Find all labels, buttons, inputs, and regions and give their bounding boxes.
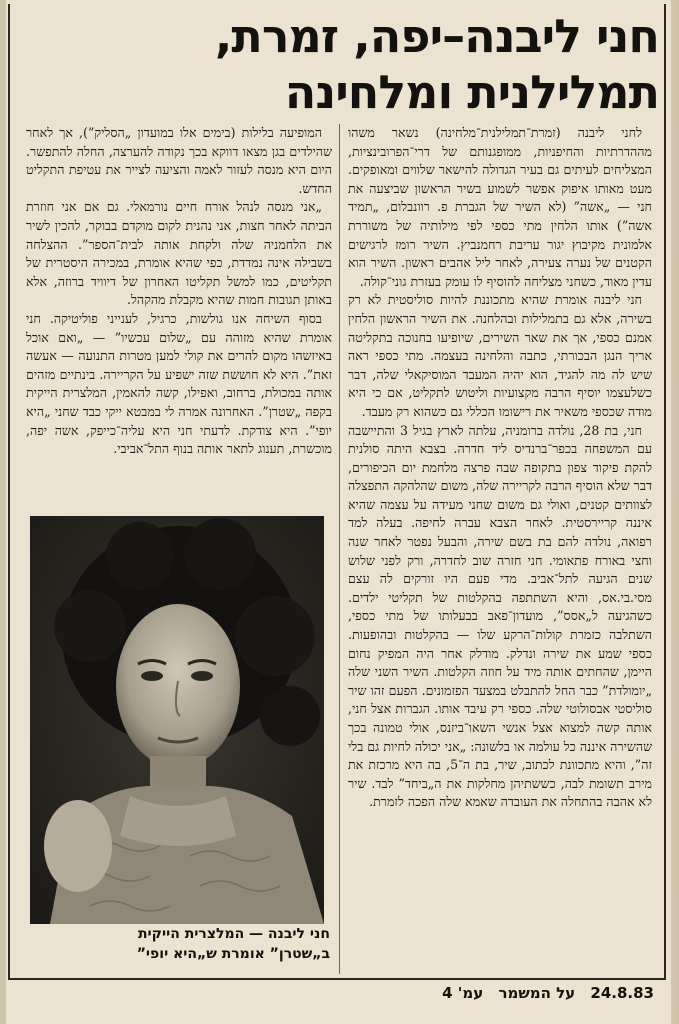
article-column-left	[26, 124, 332, 504]
article-headline	[99, 8, 659, 120]
page-footer	[414, 984, 654, 1002]
clipping-left-border	[8, 4, 10, 979]
paragraph: חני, בת 28, נולדה ברומניה, עלתה לארץ בגיל 3 והתיישבה עם המשפחה בכפר־ברנדיס ליד חדרה. בצבא היתה סולנית להקת פיקוד צפון בתקופה שבה פרצה מלחמת יום הכיפורים, דבר שלא הוסיף הרבה לקריירה שלה, משום שהלהקה התפצלה לצוותים קטנים, ואולי גם משום שחני מעידה על עצמה שהיא איננה קריירסטית. לאחר הצבא עברה לחיפה. בעלה למד רפואה, נולדה להם בת בשם שירה, והבעל נפטר לאחר שנה וחצי באורח פתאומי. חני חזרה שוב לחדרה, ורק לפני שלוש שנים הגיעה לתל־אביב. מדי פעם היו זורקים לה עצם מסי.בי.אס, והיא השתתפה בהקלטות של תקליטי ילדים. כשהגיעה ל„אסס”, מועדון־פאב בבעלותו של מתי כספי, השתלבה כזמרת קולות־הרקע שלו — בהקלטות ובהופעות. כספי שמע את שירה ונדלק. מודלק אחר היה המפיק נחום היימן, שהחתים אותה מיד על חוזה הקלטות. השיר השני שלה „יומולדת” כבר החל להתבלט במצעד הפזמונים. הפעם זהו שיר סוליסטי אבסולוטי שלה. כספי רק עיבד אותו. הגברות אצל חני, אותה קשה למצוא אצל אנשי השאו־ביזנס, אולי טמונה בכך שהשירה איננה כל עולמה או בלשונה: „אני יכולה לחיות גם בלי זה”, והיא מתכוונת לכתוב, שיר, בת ה־5, בה היא מרכזת את מירב תשומת לבה, כששתיהן מחלקות את ה„ביחד” לבד. שיר לא אהבה בהתחלה את העובדה שאמא שלה הפכה לזמרת.	[348, 422, 652, 810]
article-column-right	[348, 124, 652, 974]
footer-newspaper: על המשמר	[498, 984, 576, 1002]
headline-line-2: תמלילנית ומלחינה	[284, 65, 659, 119]
caption-line-2: ב„שטרן” אומרת ש„היא יופי”	[136, 946, 330, 962]
paragraph: המופיעה בלילות (בימים אלו במועדון „הסליק”), אך לאחר שהילדים בגן מצאו דווקא בכך נקודה להערצה, החלה להתפשר. היום היא מנסה לעזור לאמה והציעה לצייר את עטיפת התקליט החדש.	[26, 125, 332, 196]
paragraph: „אני מנסה לנהל אורח חיים נורמאלי. גם אם אני חוזרת הביתה לאחר חצות, אני נהנית לקום מוקדם בבוקר, להכין לשיר את הלחמניה שלה ולקחת אותה לבית־הספר”. ההצלחה בשבילה אינה נמדדת, כפי שהיא אומרת, במכירה היסטרית של תקליטים, כמו למשל תקליטו האחרון של דיוויד ברוזה, אלא באותן תגובות חמות שהיא מקבלת מהקהל.	[26, 199, 332, 308]
portrait-photo	[30, 516, 324, 924]
headline-line-1: חני ליבנה–יפה, זמרת,	[214, 9, 659, 63]
footer-date: 24.8.83	[590, 984, 654, 1002]
paragraph: לחני ליבנה (זמרת־תמלילנית־מלחינה) נשאר משהו מההדרתיות והחיפניות, ממופגנותם של דרי־הפרובינציות, המצליחים לעיתים גם בעיר הגדולה להישאר שלווים ומאופקים. מעט מאותו איפוק אפשר לשמוע בשיר הראשון שביצעה את חני — „אשה” (לא השיר של הגברת פ. רוונבלום, „תמיד אשה”) אותו הלחין מתי כספי לפי מילותיה של משוררת אלמונית מקיבוץ יגור עריבת רחמנביץ. השיר רומז לרגישים הקטנים של נערה צעירה, לאחר ליל אהבים ראשון. השיר הוא עדין מאוד, כשחני מצליחה להוסיף לו עומק בעזרת גוני־קולה.	[348, 125, 652, 289]
photo-caption	[30, 924, 330, 964]
clipping-bottom-border	[8, 978, 666, 980]
caption-line-1: חני ליבנה — המלצרית הייקית	[137, 926, 330, 942]
paragraph: בסוף השיחה אנו גולשות, כרגיל, לענייני פוליטיקה. חני אומרת שהיא מזוהה עם „שלום עכשיו” — „ואם אוכל באיזשהו מקום להרים את קולי למען מטרות התנועה — אעשה זאת”. היא לא חוששת שזה ישפיע על הקריירה. בינתיים מזהים אותה במכולת, ברחוב, ואפילו, קשה להאמין, המלצרית הייקית בקפה „שטרן”. האחרונה אמרה לי במבטא ייקי כבד שחני „היא יופי”. היא צודקת. לדעתי חני היא עליה־כייפק, אשה יפה, מוכשרת, תענוג לתאר אותה בנוף התל־אביבי.	[26, 310, 332, 457]
footer-page-number: עמ' 4	[442, 984, 484, 1002]
column-divider	[339, 124, 340, 974]
paragraph: חני ליבנה אומרת שהיא מתכוננת להיות סוליסטית לא רק בשירה, אלא גם בתמלילות ובהלחנה. את השיר הראשון הלחין אמנם כספי, אך את שאר השירים, שיופיעו בחנוכה בתקליטה אריך הנגן הבכורתי, כתבה והלחינה בעצמה. מתי כספי ראה שיש לה מה להגיד, הוא יהיה המעבד המוסיקאלי שלה, דבר כשלעצמו יוסיף הרבה מקצועיות וליטוש לתקליט, אם כי היא מודה שכספי משאיר את רישומו הכללי גם כשהוא רק מעבד.	[348, 292, 652, 419]
clipping-right-border	[664, 4, 666, 979]
